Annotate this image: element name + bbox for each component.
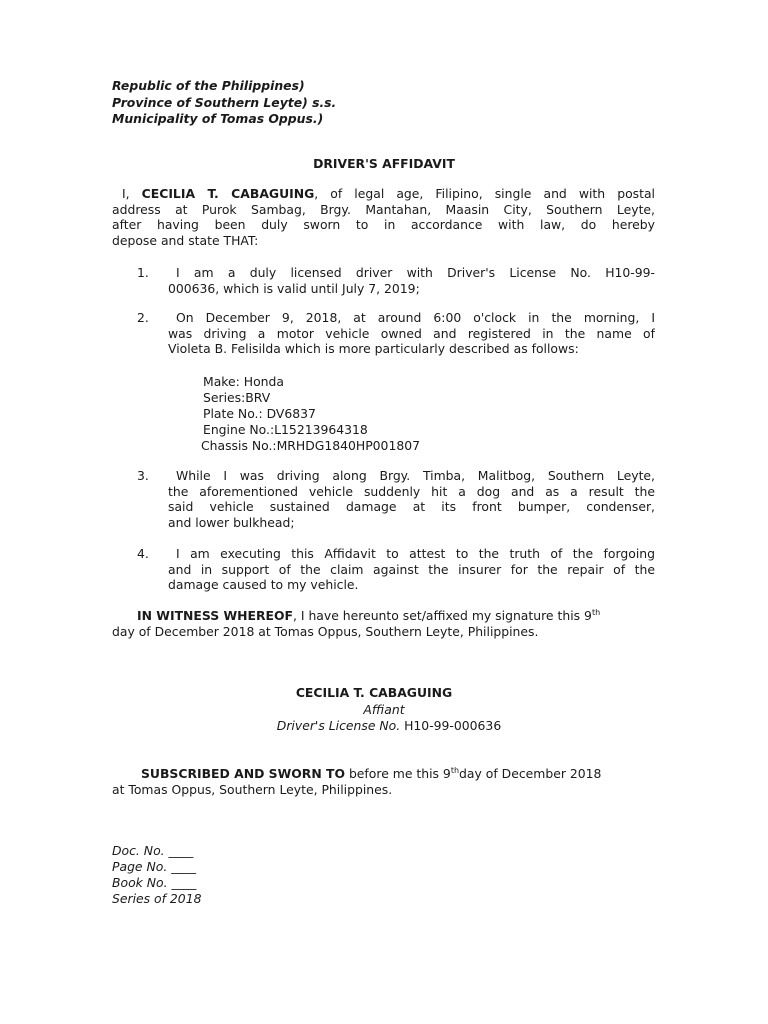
vehicle-series: Series:BRV <box>203 390 271 405</box>
item-line: and lower bulkhead; <box>168 514 295 530</box>
vehicle-chassis: Chassis No.:MRHDG1840HP001807 <box>201 438 420 453</box>
intro-line: I, CECILIA T. CABAGUING, of legal age, Filipino, single and with postal <box>122 186 655 201</box>
jurat-paragraph: SUBSCRIBED AND SWORN TO before me this 9thday of December 2018 at Tomas Oppus, Southern Leyte, Philippines. <box>112 765 602 797</box>
item-line: was driving a motor vehicle owned and registered in the name of <box>168 325 655 341</box>
doc-no: Doc. No. ____ <box>112 843 194 858</box>
affiant-name: CECILIA T. CABAGUING <box>141 186 315 201</box>
intro-paragraph <box>112 186 655 248</box>
page-no: Page No. ____ <box>112 859 196 874</box>
venue-republic: Republic of the Philippines) <box>112 78 305 93</box>
vehicle-details <box>203 374 420 454</box>
vehicle-make: Make: Honda <box>203 374 284 389</box>
item-number: 3. <box>137 468 149 483</box>
intro-line: address at Purok Sambag, Brgy. Mantahan, Maasin City, Southern Leyte, <box>112 201 655 217</box>
intro-line: depose and state THAT: <box>112 232 259 248</box>
item-line: said vehicle sustained damage at its front bumper, condenser, <box>168 499 655 515</box>
vehicle-engine: Engine No.:L15213964318 <box>203 422 368 437</box>
item-1 <box>168 265 655 296</box>
notarial-register <box>112 843 201 907</box>
vehicle-plate: Plate No.: DV6837 <box>203 406 316 421</box>
item-line: the aforementioned vehicle suddenly hit a dog and as a result the <box>168 483 655 499</box>
signatory-role: Affiant <box>363 701 405 717</box>
item-line: Violeta B. Felisilda which is more particularly described as follows: <box>168 341 579 357</box>
signatory-license: Driver's License No. H10-99-000636 <box>276 718 502 733</box>
item-line: damage caused to my vehicle. <box>168 577 359 593</box>
item-line: 000636, which is valid until July 7, 2019; <box>168 280 420 296</box>
venue-municipality: Municipality of Tomas Oppus.) <box>112 111 324 126</box>
item-3 <box>168 468 655 530</box>
document-title: DRIVER'S AFFIDAVIT <box>313 156 455 171</box>
witness-paragraph: IN WITNESS WHEREOF, I have hereunto set/affixed my signature this 9th day of December 2018 at Tomas Oppus, Southern Leyte, Philippines. <box>112 607 601 639</box>
item-2 <box>168 310 655 357</box>
item-line: While I was driving along Brgy. Timba, Malitbog, Southern Leyte, <box>176 468 655 483</box>
book-no: Book No. ____ <box>112 875 197 890</box>
item-4 <box>168 546 655 593</box>
series-year: Series of 2018 <box>112 891 202 906</box>
item-line: On December 9, 2018, at around 6:00 o'clock in the morning, I <box>176 310 655 325</box>
item-line: I am a duly licensed driver with Driver's License No. H10-99- <box>176 265 655 280</box>
item-line: and in support of the claim against the insurer for the repair of the <box>168 561 655 577</box>
item-number: 2. <box>137 310 149 325</box>
venue-header <box>112 78 336 128</box>
item-number: 1. <box>137 265 149 280</box>
signature-block <box>0 685 768 735</box>
item-number: 4. <box>137 546 149 561</box>
venue-province: Province of Southern Leyte) s.s. <box>112 94 337 110</box>
item-line: I am executing this Affidavit to attest to the truth of the forgoing <box>176 546 655 561</box>
signatory-name: CECILIA T. CABAGUING <box>295 685 453 700</box>
intro-line: after having been duly sworn to in accordance with law, do hereby <box>112 217 655 233</box>
